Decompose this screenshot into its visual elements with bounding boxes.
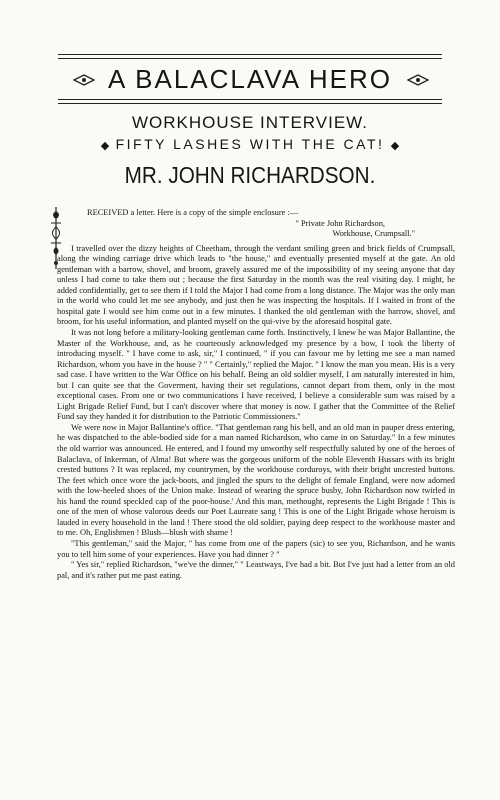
article-enclosure-name: " Private John Richardson, bbox=[295, 218, 385, 228]
article-paragraph: RECEIVED a letter. Here is a copy of the simple enclosure :— bbox=[87, 208, 299, 217]
subject-name: MR. JOHN RICHARDSON. bbox=[124, 162, 376, 188]
flourish-right-icon bbox=[406, 72, 430, 88]
diamond-left-icon: ◆ bbox=[100, 140, 110, 152]
article-paragraph: " Yes sir," replied Richardson, "we've the dinner," " Leastways, I've had a bit. But I've just had a letter from an old pal, and it's rather put me past eating. bbox=[57, 560, 455, 580]
top-rule-inner bbox=[58, 58, 442, 59]
diamond-right-icon: ◆ bbox=[390, 140, 400, 152]
top-rule bbox=[58, 54, 442, 55]
article-paragraph: We were now in Major Ballantine's office. "That gentleman rang his bell, and an old man in pauper dress entering, he was dispatched to the able-bodied side for a man named Richardson, who came in on Saturday." In a few minutes the old warrior was announced. He entered, and I found my unworthy self respectfully saluted by one of the heroes of Balaclava, of Inkerman, of Alma! But where was the gorgeous uniform of the noble Eleventh Hussars with its bright crested buttons ? It was replaced, my countrymen, by the workhouse corduroys, with their bright uncrested buttons. The feet which once wore the jack-boots, and jingled the spurs to the delight of female England, were now adorned with the low-heeled shoes of the Union make. Instead of wearing the spruce busby, John Richardson now twirled in his hand the round speckled cap of the poor-house.' And this man, methought, represents the Light Brigade ! This is one of the men of whose valorous deeds our Poet Laureate sang ! This is one of the Light Brigade whose heroism is lauded in every household in the land ! There stood the old soldier, paying deep respect to the workhouse master and to me. Oh, Englishmen ! Blush—blush with shame ! bbox=[57, 422, 455, 538]
bottom-rule bbox=[58, 99, 442, 100]
article-paragraph: "This gentleman," said the Major, " has come from one of the papers (sic) to see you, Richardson, and he wants you to tell him some of your experiences. Have you had dinner ? " bbox=[57, 538, 455, 559]
article-paragraph: I travelled over the dizzy heights of Cheetham, through the verdant smiling green and brick fields of Crumpsall, along the winding carriage drive which leads to "the house," and eventually presented myself at the gate. An old gentleman with a barrow, shovel, and broom, gravely assured me of the impossibility of my seeing anyone that day unless I had come to take them out ; because the first Saturday in the month was the real visiting day. I might, he added confidentially, get to see them if I told the Major I had come from a long distance. The Major was the only man in the world who could let me see anybody, and just then he was inspecting the hospitals. If I waited in front of the hospital gate I would see him come out in a few minutes. I thanked the old gentleman with the barrow, shovel, and broom, for his useful information, and planted myself on the qui-vive by the aforesaid hospital gate. bbox=[57, 243, 455, 327]
article-enclosure-address: Workhouse, Crumpsall." bbox=[332, 229, 415, 239]
article-paragraph: It was not long before a military-looking gentleman came forth. Instinctively, I knew he was Major Ballantine, the Master of the Workhouse, and, as he courteously acknowledged my presence by a bow, I took the liberty of introducing myself. " I have come to ask, sir," I continued, " if you can favour me by letting me see a man named Richardson, whom you have in the house ? " " Certainly," replied the Major. " I know the man you mean. His is a very sad case. I have written to the War Office on his behalf. Being an old soldier myself, I am naturally interested in him, but I can quite see that the Goverment, having their set regulations, cannot depart from them, only in the most exceptional cases. From one or two communications I have received, I believe a considerable sum was raised by a Light Brigade Relief Fund, but I can't discover where that money is now. I gather that the Committee of the Relief Fund say they handed it for distribution to the Patriotic Commissioners." bbox=[57, 328, 455, 422]
subheading-interview: WORKHOUSE INTERVIEW. bbox=[132, 113, 368, 132]
article-body bbox=[57, 208, 455, 581]
headline-title: A BALACLAVA HERO bbox=[108, 64, 392, 94]
subheading-lashes-text: FIFTY LASHES WITH THE CAT! bbox=[115, 136, 385, 152]
subheading-lashes bbox=[50, 135, 450, 155]
bottom-rule-inner bbox=[58, 103, 442, 104]
